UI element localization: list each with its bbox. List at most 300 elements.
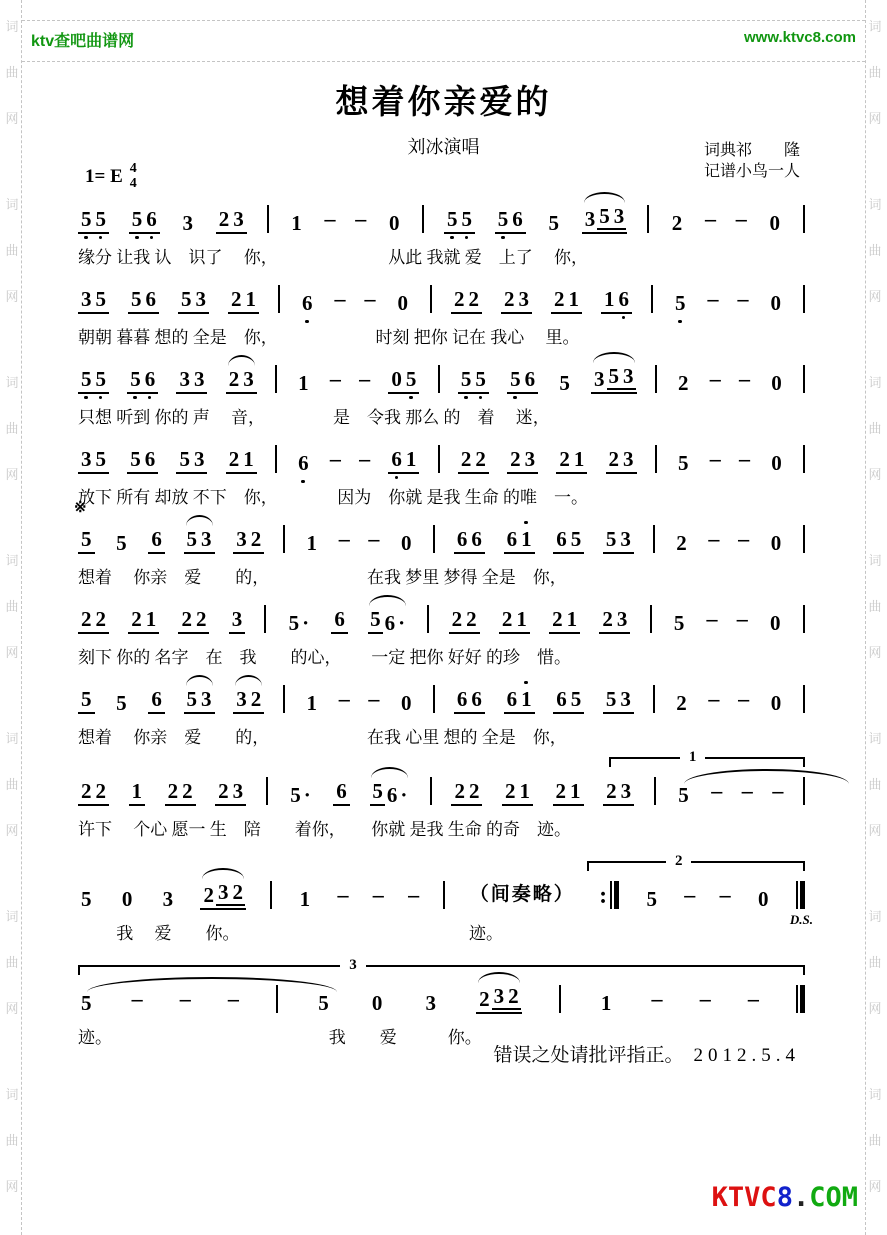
sixteenth-beam-group (597, 205, 626, 230)
barline (283, 525, 285, 553)
note-group (606, 448, 637, 474)
barline (650, 605, 652, 633)
note: 6 (506, 686, 518, 711)
note: 5 (496, 208, 511, 230)
note: 2 (676, 530, 687, 555)
barline (803, 445, 805, 473)
note-group (768, 692, 785, 714)
barline (427, 605, 429, 633)
barline (443, 881, 445, 909)
barline (275, 445, 277, 473)
watermark-char: 曲 (5, 1133, 19, 1148)
note: 2 (228, 366, 240, 391)
note: 3 (584, 206, 596, 231)
song-title: 想着你亲爱的 (335, 83, 552, 120)
note-group (295, 372, 312, 394)
note-group (78, 368, 109, 394)
notes-row (78, 876, 805, 910)
note-group (768, 292, 785, 314)
note-group (165, 780, 196, 806)
note-group (495, 208, 526, 234)
note-group (127, 368, 158, 394)
segno-mark: ※ (74, 500, 87, 516)
barline (803, 525, 805, 553)
note: 6 (389, 448, 404, 470)
note: 5 (81, 686, 92, 711)
note: 0 (401, 690, 412, 715)
watermark-char: 词 (868, 731, 882, 746)
music-line (78, 680, 805, 760)
ending-number: 2 (666, 853, 692, 870)
note: 2 (203, 882, 214, 907)
note: 1 (291, 210, 302, 235)
barline (267, 205, 269, 233)
watermark-char: 词 (868, 197, 882, 212)
watermark-char: 网 (868, 645, 882, 660)
note-group (226, 448, 257, 474)
ktvc8-logo[interactable] (712, 1182, 858, 1213)
note: 2 (195, 606, 207, 631)
note-group (288, 212, 305, 234)
note: 1 (405, 446, 417, 471)
tie-arc (684, 769, 849, 784)
note-group (673, 532, 690, 554)
sixteenth-beam-group (492, 985, 521, 1010)
note: 6 (336, 778, 347, 803)
note: 5 (81, 886, 92, 911)
note: 5 (81, 526, 92, 551)
note: 5 (79, 368, 94, 390)
high-octave-dot (524, 681, 528, 685)
note-group (184, 528, 215, 554)
note: 6 · (386, 782, 408, 807)
note: 5 (130, 208, 145, 230)
notes-row (78, 680, 805, 714)
note: 5 (94, 208, 109, 230)
note: 3 (162, 886, 174, 911)
music-line (74, 500, 805, 600)
note-group (767, 612, 784, 634)
note-group (398, 692, 415, 714)
low-octave-dot (464, 396, 468, 400)
barline (803, 605, 805, 633)
watermark-char: 词 (868, 1087, 882, 1102)
note: 2 (466, 606, 477, 631)
music-line (78, 360, 805, 440)
note: 5 (116, 690, 127, 715)
note: 1 (131, 778, 143, 803)
watermark-char: 曲 (868, 65, 882, 80)
note-group (184, 688, 215, 714)
note: 6 (300, 292, 315, 314)
duration-dash: – (709, 366, 721, 391)
note: 0 (401, 530, 412, 555)
note-group (216, 208, 247, 234)
note: 5 (81, 990, 92, 1015)
note-group (113, 692, 130, 714)
watermark-group (4, 1072, 20, 1210)
note: 5 (508, 368, 523, 390)
note-group (148, 528, 165, 554)
note-group (501, 288, 532, 314)
note: 6 (151, 686, 162, 711)
note-group (504, 688, 535, 714)
note-group (304, 532, 321, 554)
note: 1 (568, 286, 579, 311)
watermark-group (4, 894, 20, 1032)
note: 6 (456, 526, 468, 551)
low-octave-dot (305, 320, 309, 324)
note: 3 (620, 526, 631, 551)
note: 6 · (384, 610, 406, 635)
watermark-char: 词 (868, 19, 882, 34)
note: 6 (556, 686, 567, 711)
note: 2 (671, 210, 683, 235)
key-prefix: 1= (85, 165, 106, 187)
footer-note (493, 1040, 800, 1067)
note-group (599, 608, 630, 634)
watermark-char: 网 (868, 823, 882, 838)
note: 2 (602, 606, 613, 631)
barline (266, 777, 268, 805)
duration-dash: – (738, 366, 750, 391)
note: 2 (501, 606, 513, 631)
interlude-text: （间奏略） (469, 884, 575, 905)
low-octave-dot (99, 396, 103, 400)
watermark-char: 网 (5, 289, 19, 304)
lyrics-line: 许下 个心 愿一 生 陪 着你， 你就 是我 生命 的奇 迹。 (78, 820, 571, 839)
sixteenth-beam-group (216, 881, 245, 906)
low-octave-dot (622, 316, 626, 320)
low-octave-dot (148, 396, 152, 400)
lyrics-line: 朝朝 暮暮 想的 全是 你， 时刻 把你 记在 我心 里。 (78, 328, 580, 347)
duration-dash: – (699, 986, 711, 1011)
note-group (180, 212, 197, 234)
watermark-char: 词 (5, 553, 19, 568)
watermark-char: 曲 (5, 65, 19, 80)
note: 2 (552, 606, 563, 631)
note-group (295, 452, 312, 474)
note: 1 (519, 528, 534, 550)
note-group (78, 528, 95, 554)
low-octave-dot (301, 480, 305, 484)
note: 2 (131, 606, 142, 631)
watermark-char: 网 (868, 111, 882, 126)
watermark-char: 词 (5, 731, 19, 746)
note-group (119, 888, 136, 910)
note: 3 (193, 446, 205, 471)
note: 2 (460, 446, 472, 471)
note: 2 (505, 778, 516, 803)
music-line (78, 600, 805, 680)
barline (655, 445, 657, 473)
note: 6 (512, 206, 523, 231)
note: 5 (570, 526, 582, 551)
note: 3 (81, 286, 92, 311)
note-group (553, 528, 584, 554)
barline (433, 525, 435, 553)
note: 3 (493, 983, 505, 1008)
barline (647, 205, 649, 233)
note: 0 (391, 366, 402, 391)
note: 2 (676, 690, 687, 715)
note: 5 (131, 286, 142, 311)
note-group (369, 780, 410, 806)
low-octave-dot (450, 236, 454, 240)
low-octave-dot (395, 476, 399, 480)
barline (275, 365, 277, 393)
watermark-char: 曲 (868, 421, 882, 436)
duration-dash: – (738, 526, 750, 551)
duration-dash: – (747, 986, 759, 1011)
note: 3 (620, 778, 632, 803)
right-dashed-border (865, 0, 866, 1235)
note: 5 (181, 286, 192, 311)
note: 1 (570, 778, 581, 803)
note-group (673, 692, 690, 714)
note: 5 (186, 686, 198, 711)
note: 5 (673, 610, 685, 635)
note: 3 (81, 446, 92, 471)
note: 3 (201, 686, 212, 711)
note: 5 (548, 210, 559, 235)
note: 1 (519, 778, 530, 803)
low-octave-dot (465, 236, 469, 240)
note-group (229, 608, 246, 634)
watermark-column-left (4, 4, 20, 1235)
correction-note: 错误之处请批评指正。 (493, 1045, 684, 1066)
watermark-char: 曲 (5, 243, 19, 258)
note: 6 (506, 526, 518, 551)
logo-blue-part: 8 (776, 1182, 793, 1213)
ending-number: 3 (340, 957, 366, 974)
note: 5 (673, 292, 688, 314)
note-group (176, 448, 207, 474)
note-group (458, 448, 489, 474)
tie-arc (87, 977, 337, 992)
site-name-link[interactable]: ktv查吧曲谱网 (31, 33, 135, 50)
music-line (78, 280, 805, 360)
low-octave-dot (84, 236, 88, 240)
note: 2 (479, 986, 490, 1011)
site-url-link[interactable]: www.ktvc8.com (744, 29, 856, 46)
note-group (768, 452, 785, 474)
watermark-char: 曲 (5, 955, 19, 970)
lyrics-line: 想着 你亲 爱 的， 在我 心里 想的 全是 你， (78, 728, 567, 747)
note: 2 (218, 778, 229, 803)
note: 2 (95, 606, 106, 631)
note: 0 (770, 290, 781, 315)
note: 3 (425, 990, 436, 1015)
note-group (553, 780, 584, 806)
note: 2 (454, 286, 465, 311)
note-group (499, 608, 530, 634)
note: 3 (518, 286, 529, 311)
ending-bracket (609, 749, 805, 767)
watermark-char: 网 (868, 1001, 882, 1016)
note-group (78, 992, 95, 1014)
note: 5 (130, 446, 141, 471)
note-group (675, 452, 692, 474)
note-group (601, 288, 632, 314)
duration-dash: – (709, 446, 721, 471)
note-group (675, 784, 692, 806)
watermark-char: 曲 (868, 1133, 882, 1148)
low-octave-dot (501, 236, 505, 240)
note: 6 (556, 526, 567, 551)
low-octave-dot (409, 396, 413, 400)
note: 5 (605, 526, 617, 551)
watermark-group (4, 538, 20, 676)
notes-row (78, 980, 805, 1014)
music-line (78, 853, 813, 968)
note-group (228, 288, 259, 314)
note: 1 (306, 690, 318, 715)
low-octave-dot (150, 236, 154, 240)
note: 2 (554, 286, 565, 311)
note-group (675, 372, 692, 394)
notes-row (78, 200, 805, 234)
watermark-group (4, 182, 20, 320)
note-group (603, 780, 634, 806)
note: 6 (456, 686, 468, 711)
note-group (502, 780, 533, 806)
left-dashed-border (21, 0, 22, 1235)
note-group (556, 448, 587, 474)
note: 3 (524, 446, 536, 471)
note-group (454, 688, 485, 714)
duration-dash: – (372, 882, 384, 907)
music-line (78, 200, 805, 280)
note: 0 (771, 370, 782, 395)
duration-dash: – (179, 986, 191, 1011)
barline (264, 605, 266, 633)
watermark-char: 网 (5, 823, 19, 838)
time-top: 4 (129, 161, 137, 176)
note: 5 (179, 446, 190, 471)
note: 3 (233, 206, 244, 231)
barline (654, 777, 656, 805)
barline (430, 777, 432, 805)
note: 5 (608, 363, 620, 388)
lyrics-line: 想着 你亲 爱 的， 在我 梦里 梦得 全是 你， (78, 568, 567, 587)
note: 2 (232, 879, 243, 904)
note: 5 (473, 368, 488, 390)
note-group (398, 532, 415, 554)
note: 2 (228, 446, 240, 471)
note: 1 (145, 606, 157, 631)
barline (270, 881, 272, 909)
note-group (233, 528, 264, 554)
note: 6 (296, 452, 311, 474)
barline (438, 445, 440, 473)
note: 5 (318, 990, 329, 1015)
note-group (297, 888, 314, 910)
watermark-char: 词 (5, 19, 19, 34)
note: 2 (231, 286, 242, 311)
header-dashed-line (22, 61, 865, 62)
note-group (386, 212, 403, 234)
duration-dash: – (368, 526, 380, 551)
watermark-char: 曲 (5, 421, 19, 436)
note: 3 (623, 363, 634, 388)
duration-dash: – (329, 366, 341, 391)
note: 2 (475, 446, 486, 471)
note: 2 (182, 778, 193, 803)
augmentation-dot: · (302, 610, 310, 635)
duration-dash: – (684, 882, 696, 907)
barline (283, 685, 285, 713)
note: 1 (299, 886, 311, 911)
note-group (128, 288, 159, 314)
note: 6 (334, 606, 345, 631)
note-group (176, 368, 207, 394)
duration-dash: – (334, 286, 346, 311)
note-group (160, 888, 177, 910)
repeat-dots: : (599, 882, 608, 909)
watermark-char: 网 (868, 467, 882, 482)
note-group (287, 784, 314, 806)
repeat-double-bar (610, 881, 619, 909)
note: 3 (182, 210, 193, 235)
note-group (304, 692, 321, 714)
note: 3 (179, 366, 190, 391)
note: 3 (193, 366, 205, 391)
note: 1 (566, 606, 578, 631)
note-group (113, 532, 130, 554)
note-group (768, 372, 785, 394)
watermark-char: 词 (5, 375, 19, 390)
barline (430, 285, 432, 313)
note-group (78, 608, 109, 634)
note: 5 (368, 608, 383, 634)
watermark-group (867, 538, 883, 676)
duration-dash: – (651, 986, 663, 1011)
performer-line: 刘冰演唱 (407, 137, 480, 157)
transcriber-credit: 记谱小鸟一人 (703, 162, 800, 180)
duration-dash: – (227, 986, 239, 1011)
barline (422, 205, 424, 233)
note: 1 (298, 370, 309, 395)
note: 5 (186, 526, 198, 551)
watermark-char: 词 (868, 553, 882, 568)
note: 3 (620, 686, 631, 711)
watermark-char: 网 (868, 289, 882, 304)
duration-dash: – (359, 446, 371, 471)
note-group (78, 288, 109, 314)
note-group (507, 368, 538, 394)
note-group (507, 448, 538, 474)
note-group (582, 205, 628, 234)
note: 3 (613, 203, 625, 228)
barline (803, 777, 805, 805)
low-octave-dot (135, 236, 139, 240)
note: 5 (116, 530, 127, 555)
note-group (78, 780, 109, 806)
duration-dash: – (737, 286, 749, 311)
watermark-group (867, 716, 883, 854)
lyricist-credit: 词典祁 隆 (703, 142, 800, 159)
watermark-char: 词 (868, 375, 882, 390)
note-group (233, 688, 264, 714)
note: 3 (236, 526, 247, 551)
duration-dash: – (408, 882, 420, 907)
note-group (286, 612, 313, 634)
note: 0 (397, 290, 408, 315)
watermark-char: 词 (868, 909, 882, 924)
barline (803, 685, 805, 713)
note: 2 (559, 446, 570, 471)
